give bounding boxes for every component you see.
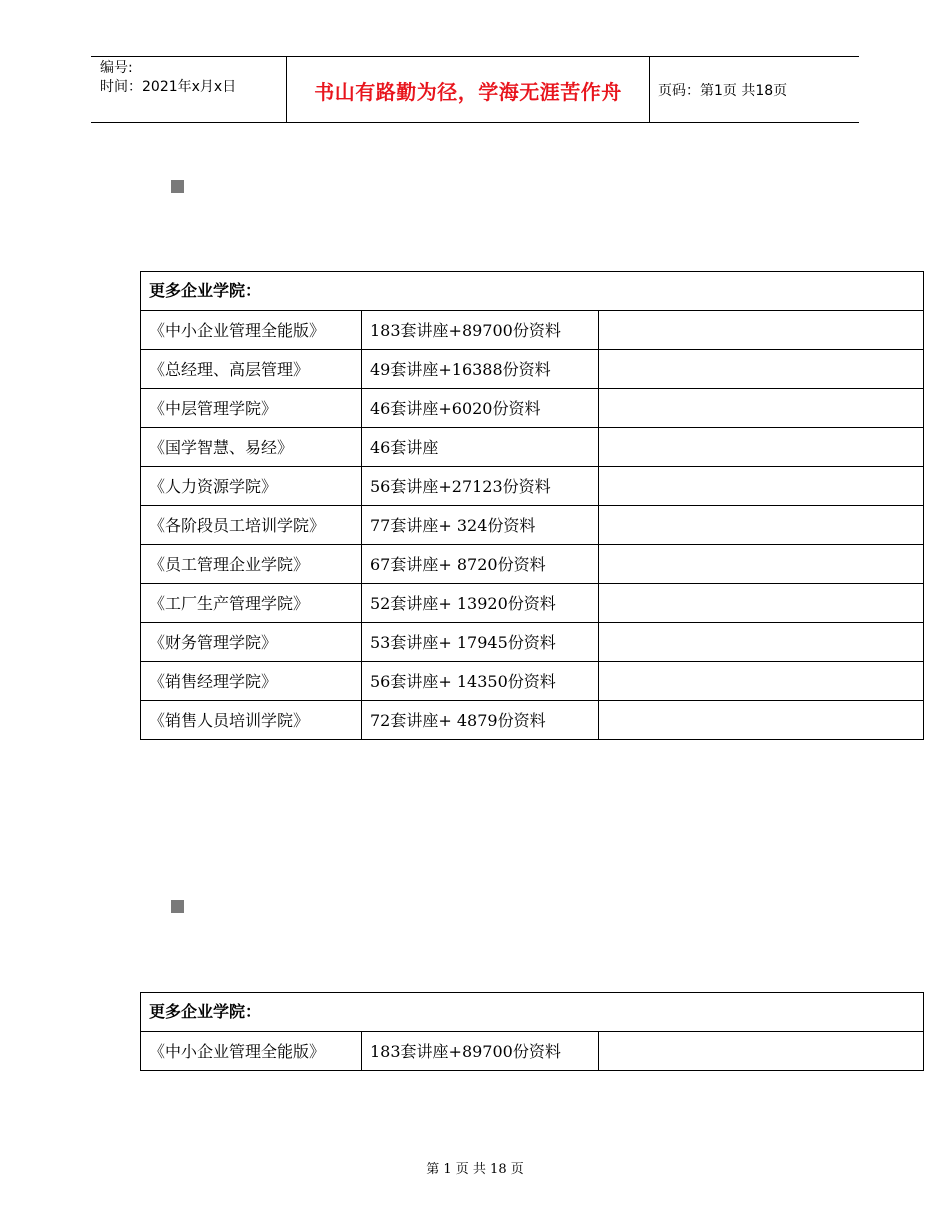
empty-cell — [599, 1032, 924, 1071]
table-row — [141, 506, 924, 545]
empty-cell — [599, 389, 924, 428]
empty-cell — [599, 662, 924, 701]
academy-name: 《财务管理学院》 — [141, 623, 362, 662]
table-row — [141, 623, 924, 662]
table-row — [141, 467, 924, 506]
academy-name: 《销售人员培训学院》 — [141, 701, 362, 740]
table-row — [141, 584, 924, 623]
academy-table-2 — [140, 992, 924, 1071]
table-row — [141, 389, 924, 428]
academy-name: 《中小企业管理全能版》 — [141, 1032, 362, 1071]
page-footer: 第 1 页 共 18 页 — [426, 1162, 524, 1177]
document-time-label: 时间：2021年x月x日 — [100, 79, 237, 95]
academy-detail: 56套讲座+ 14350份资料 — [362, 662, 599, 701]
header-motto: 书山有路勤为径，学海无涯苦作舟 — [314, 80, 622, 104]
academy-detail: 53套讲座+ 17945份资料 — [362, 623, 599, 662]
empty-cell — [599, 428, 924, 467]
academy-detail: 56套讲座+27123份资料 — [362, 467, 599, 506]
academy-detail: 72套讲座+ 4879份资料 — [362, 701, 599, 740]
academy-name: 《工厂生产管理学院》 — [141, 584, 362, 623]
table-row — [141, 311, 924, 350]
academy-name: 《国学智慧、易经》 — [141, 428, 362, 467]
academy-table-1 — [140, 271, 924, 740]
header-page-info: 页码：第1页 共18页 — [658, 83, 788, 99]
header-top-rule — [91, 56, 859, 57]
table-row — [141, 701, 924, 740]
academy-detail: 183套讲座+89700份资料 — [362, 311, 599, 350]
square-bullet-icon — [171, 180, 184, 193]
header-meta — [100, 59, 236, 97]
empty-cell — [599, 350, 924, 389]
table-row — [141, 428, 924, 467]
table-row — [141, 1032, 924, 1071]
academy-name: 《中层管理学院》 — [141, 389, 362, 428]
academy-name: 《员工管理企业学院》 — [141, 545, 362, 584]
empty-cell — [599, 623, 924, 662]
empty-cell — [599, 701, 924, 740]
academy-detail: 183套讲座+89700份资料 — [362, 1032, 599, 1071]
table-row — [141, 545, 924, 584]
table-heading: 更多企业学院： — [141, 993, 924, 1032]
academy-name: 《人力资源学院》 — [141, 467, 362, 506]
table-row — [141, 662, 924, 701]
document-number-label: 编号: — [100, 60, 133, 76]
academy-name: 《各阶段员工培训学院》 — [141, 506, 362, 545]
academy-detail: 49套讲座+16388份资料 — [362, 350, 599, 389]
table-heading: 更多企业学院： — [141, 272, 924, 311]
table-row — [141, 350, 924, 389]
academy-detail: 52套讲座+ 13920份资料 — [362, 584, 599, 623]
academy-name: 《总经理、高层管理》 — [141, 350, 362, 389]
empty-cell — [599, 545, 924, 584]
header-divider-right — [649, 56, 650, 122]
empty-cell — [599, 506, 924, 545]
header-bottom-rule — [91, 122, 859, 123]
academy-name: 《中小企业管理全能版》 — [141, 311, 362, 350]
academy-detail: 46套讲座 — [362, 428, 599, 467]
table-heading-row — [141, 272, 924, 311]
academy-detail: 46套讲座+6020份资料 — [362, 389, 599, 428]
academy-detail: 67套讲座+ 8720份资料 — [362, 545, 599, 584]
empty-cell — [599, 584, 924, 623]
empty-cell — [599, 311, 924, 350]
square-bullet-icon — [171, 900, 184, 913]
academy-detail: 77套讲座+ 324份资料 — [362, 506, 599, 545]
empty-cell — [599, 467, 924, 506]
table-heading-row — [141, 993, 924, 1032]
academy-name: 《销售经理学院》 — [141, 662, 362, 701]
